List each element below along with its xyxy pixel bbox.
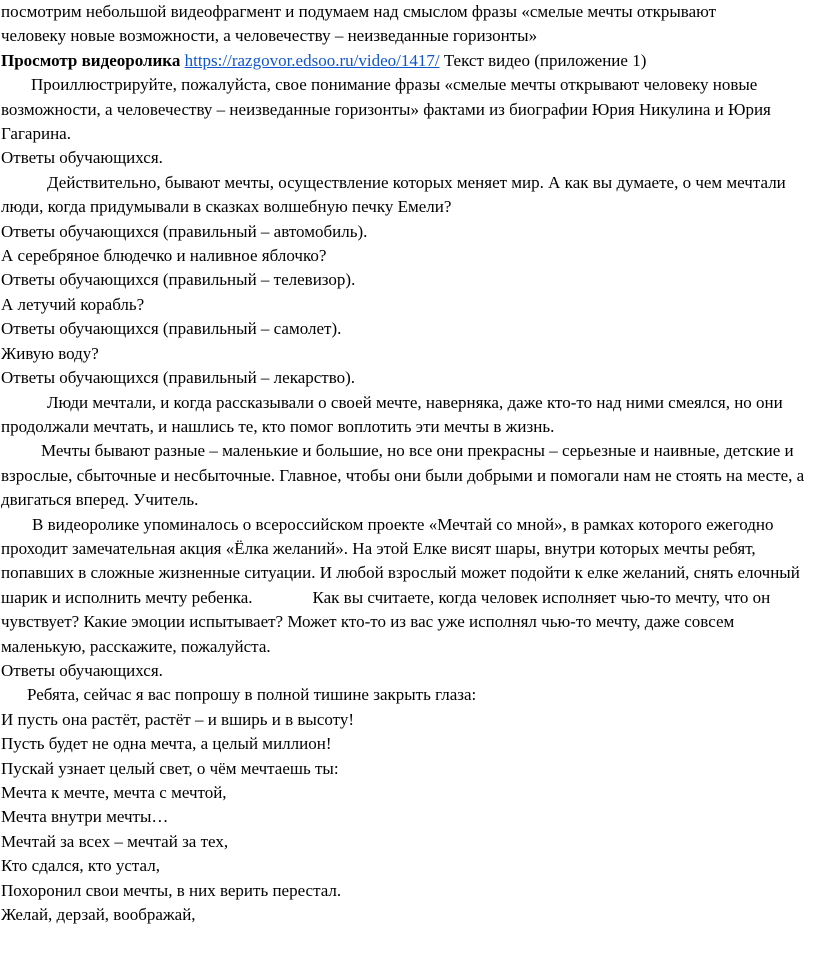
answers-line-1: Ответы обучающихся. [1, 148, 163, 168]
poem-line: Мечтай за всех – мечтай за тех, [1, 831, 229, 851]
qa-line: Ответы обучающихся (правильный – лекарство). [1, 368, 356, 388]
task-paragraph: Проиллюстрируйте, пожалуйста, свое понимание фразы «смелые мечты открывают человеку новые возможности, а человечеству – неизведанные горизонты» фактами из биографии Юрия Никулина и Юрия Гагарина. [1, 75, 771, 144]
poem-intro: Ребята, сейчас я вас попрошу в полной тишине закрыть глаза: [27, 685, 477, 705]
people-paragraph: Люди мечтали, и когда рассказывали о своей мечте, наверняка, даже кто-то над ними смеялся, но они продолжали мечтать, и нашлись те, кто помог воплотить эти мечты в жизнь. [1, 392, 783, 436]
dreams-paragraph: Действительно, бывают мечты, осуществление которых меняет мир. А как вы думаете, о чем мечтали люди, когда придумывали в сказках волшебную печку Емели? [1, 172, 786, 217]
qa-line: Ответы обучающихся (правильный – автомобиль). [1, 221, 368, 241]
poem-line: Желай, дерзай, воображай, [1, 905, 196, 925]
project-text: В видеоролике упоминалось о всероссийском проекте «Мечтай со мной», в рамках которого ежегодно проходит замечательная акция «Ёлка желаний». На этой Елке висят шары, внутри которых мечты ребят, попавших в сложные жизненные ситуации. И любой взрослый может подойти к елке желаний, снять елочный шарик и исполнить мечту ребенка. [1, 514, 800, 607]
qa-line: А серебряное блюдечко и наливное яблочко? [1, 246, 327, 266]
poem-line: Мечта внутри мечты… [1, 807, 169, 827]
video-paragraph [1, 49, 813, 73]
kinds-paragraph: Мечты бывают разные – маленькие и большие, но все они прекрасны – серьезные и наивные, детские и взрослые, сбыточные и несбыточные. Главное, чтобы они были добрыми и помогали нам не стоять на месте, а двигаться вперед. Учитель. [1, 441, 805, 510]
answers-line-2: Ответы обучающихся. [1, 660, 163, 680]
poem-line: Кто сдался, кто устал, [1, 856, 160, 876]
poem-line: И пусть она растёт, растёт – и вширь и в высоту! [1, 709, 355, 729]
poem-line: Похоронил свои мечты, в них верить перестал. [1, 880, 342, 900]
poem-line: Мечта к мечте, мечта с мечтой, [1, 783, 227, 802]
project-paragraph [1, 513, 813, 659]
poem-line: Пусть будет не одна мечта, а целый миллион! [1, 734, 332, 754]
qa-line: Живую воду? [1, 343, 99, 363]
video-heading: Просмотр видеоролика [1, 50, 181, 70]
intro-line-2: человеку новые возможности, а человечеству – неизведанные горизонты» [1, 26, 538, 46]
video-link[interactable]: https://razgovor.edsoo.ru/video/1417/ [184, 50, 440, 70]
qa-line: А летучий корабль? [1, 294, 145, 314]
video-appendix-note: Текст видео (приложение 1) [443, 50, 647, 70]
intro-line-1: посмотрим небольшой видеофрагмент и подумаем над смыслом фразы «смелые мечты открывают [1, 2, 717, 21]
qa-line: Ответы обучающихся (правильный – самолет). [1, 319, 342, 339]
poem-line: Пускай узнает целый свет, о чём мечтаешь ты: [1, 758, 339, 778]
project-question: Как вы считаете, когда человек исполняет чью-то мечту, что он чувствует? Какие эмоции испытывает? Может кто-то из вас уже исполнял чью-то мечту, даже совсем маленькую, расскажите, пожалуйста. [1, 587, 771, 656]
qa-line: Ответы обучающихся (правильный – телевизор). [1, 270, 356, 290]
